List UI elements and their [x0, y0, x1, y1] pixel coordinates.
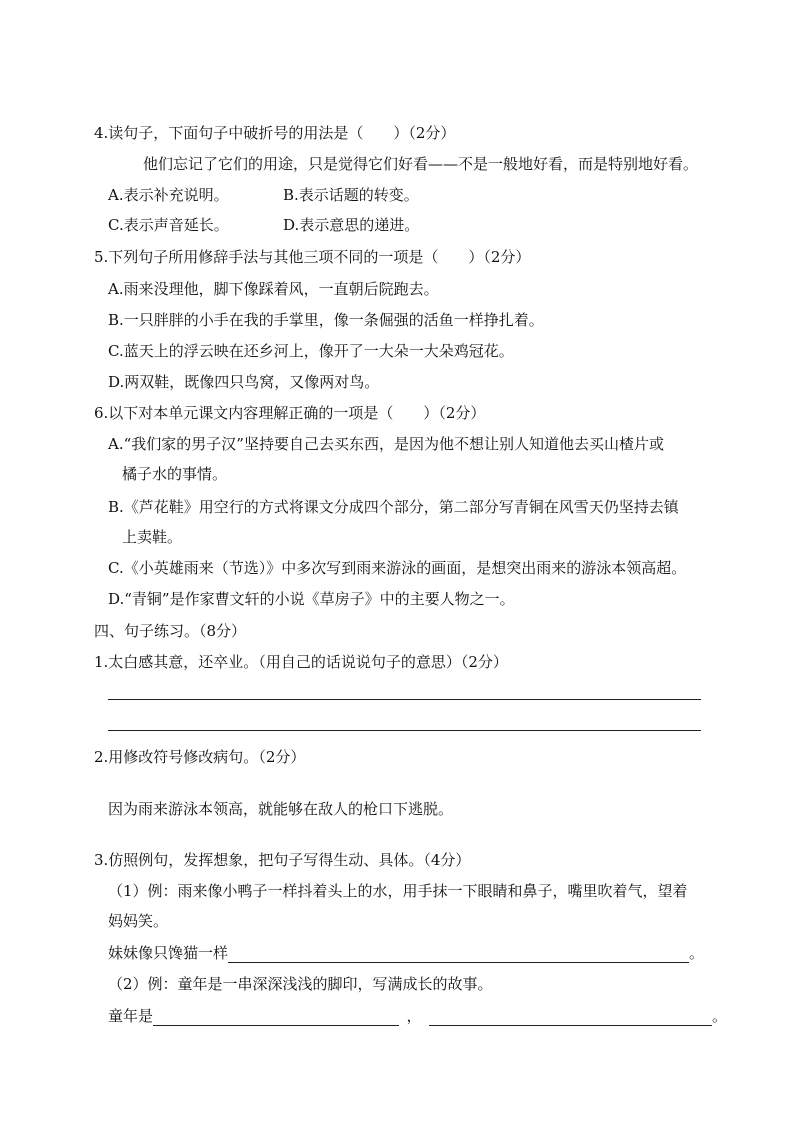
s2-sentence: 因为雨来游泳本领高，就能够在敌人的枪口下逃脱。: [108, 800, 454, 818]
s3-answer-blank-2b[interactable]: [429, 1009, 712, 1026]
section-four-title: 四、句子练习。（8分）: [94, 622, 247, 640]
s3-example1-line2: 妈妈笑。: [108, 912, 169, 930]
s3-fill-row-2: [108, 1006, 727, 1026]
q5-option-a: A.雨来没理他，脚下像踩着风，一直朝后院跑去。: [108, 280, 439, 298]
s3-example1-line1: （1）例：雨来像小鸭子一样抖着头上的水，用手抹一下眼睛和鼻子，嘴里吹着气，望着: [108, 882, 688, 900]
s3-comma: ，: [406, 1007, 422, 1025]
q5-option-d: D.两双鞋，既像四只鸟窝，又像两对鸟。: [108, 373, 380, 391]
q4-stem: 4.读句子，下面句子中破折号的用法是（ ）（2分）: [94, 124, 456, 142]
q6-option-c: C.《小英雄雨来（节选）》中多次写到雨来游泳的画面，是想突出雨来的游泳本领高超。: [108, 559, 687, 577]
q4-option-d: D.表示意思的递进。: [283, 216, 420, 234]
s3-end-period-1: 。: [689, 944, 705, 962]
q6-option-b-line2: 上卖鞋。: [122, 528, 183, 546]
q5-option-b: B.一只胖胖的小手在我的手掌里，像一条倔强的活鱼一样挣扎着。: [108, 311, 544, 329]
q4-option-a: A.表示补充说明。: [108, 186, 229, 204]
s1-answer-line-2[interactable]: [108, 730, 701, 731]
s3-prompt1: 妹妹像只馋猫一样: [108, 944, 229, 962]
s1-answer-line-1[interactable]: [108, 699, 701, 700]
q6-option-a-line1: A.“我们家的男子汉”坚持要自己去买东西，是因为他不想让别人知道他去买山楂片或: [108, 435, 664, 453]
q6-option-a-line2: 橘子水的事情。: [122, 465, 228, 483]
s3-prompt2: 童年是: [108, 1007, 154, 1025]
q6-option-d: D.“青铜”是作家曹文轩的小说《草房子》中的主要人物之一。: [108, 590, 515, 608]
s3-answer-blank-1[interactable]: [228, 946, 689, 963]
q5-stem: 5.下列句子所用修辞手法与其他三项不同的一项是（ ）（2分）: [94, 248, 531, 266]
s3-answer-blank-2a[interactable]: [153, 1009, 399, 1026]
s1-stem: 1.太白感其意，还卒业。（用自己的话说说句子的意思）（2分）: [94, 653, 508, 671]
q4-sentence: 他们忘记了它们的用途，只是觉得它们好看——不是一般地好看，而是特别地好看。: [143, 155, 699, 173]
q6-option-b-line1: B.《芦花鞋》用空行的方式将课文分成四个部分，第二部分写青铜在风雪天仍坚持去镇: [108, 498, 679, 516]
s3-example2: （2）例：童年是一串深深浅浅的脚印，写满成长的故事。: [108, 975, 493, 993]
q4-option-b: B.表示话题的转变。: [283, 186, 419, 204]
s3-fill-row-1: [108, 943, 704, 963]
q4-option-c: C.表示声音延长。: [108, 216, 229, 234]
q6-stem: 6.以下对本单元课文内容理解正确的一项是（ ）（2分）: [94, 404, 486, 422]
s2-stem: 2.用修改符号修改病句。（2分）: [94, 748, 306, 766]
q5-option-c: C.蓝天上的浮云映在还乡河上，像开了一大朵一大朵鸡冠花。: [108, 342, 514, 360]
s3-end-period-2: 。: [712, 1007, 728, 1025]
s3-stem: 3.仿照例句，发挥想象，把句子写得生动、具体。（4分）: [94, 851, 471, 869]
